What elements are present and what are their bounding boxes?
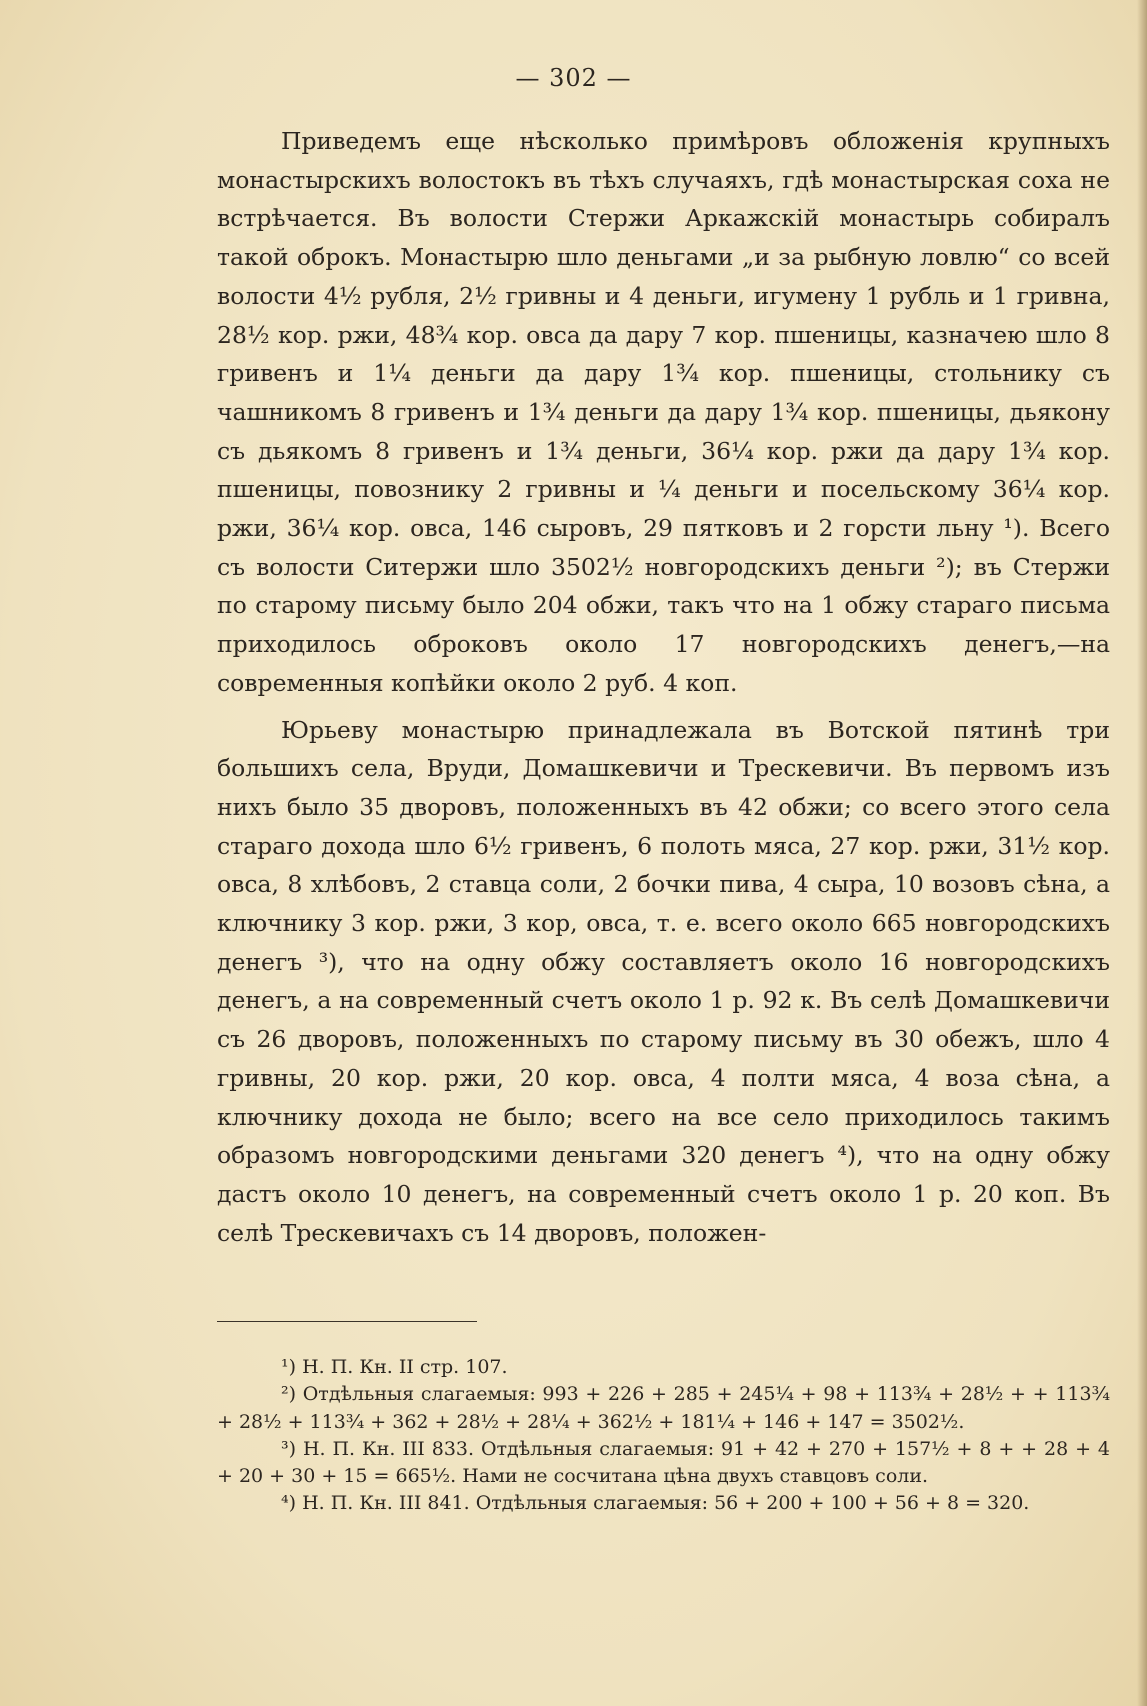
paragraph: Приведемъ еще нѣсколько примѣровъ обложенія крупныхъ монастырскихъ волостокъ въ тѣхъ случаяхъ, гдѣ монастырская соха не встрѣчается. Въ волости Стержи Аркажскій монастырь собиралъ такой оброкъ. Монастырю шло деньгами „и за рыбную ловлю“ со всей волости 4½ рубля, 2½ гривны и 4 деньги, игумену 1 рубль и 1 гривна, 28½ кор. ржи, 48¾ кор. овса да дару 7 кор. пшеницы, казначею шло 8 гривенъ и 1¼ деньги да дару 1¾ кор. пшеницы, стольнику съ чашникомъ 8 гривенъ и 1¾ деньги да дару 1¾ кор. пшеницы, дьякону съ дьякомъ 8 гривенъ и 1¾ деньги, 36¼ кор. ржи да дару 1¾ кор. пшеницы, повознику 2 гривны и ¼ деньги и посельскому 36¼ кор. ржи, 36¼ кор. овса, 146 сыровъ, 29 пятковъ и 2 горсти льну ¹). Всего съ волости Ситержи шло 3502½ новгородскихъ деньги ²); въ Стержи по старому письму было 204 обжи, такъ что на 1 обжу стараго письма приходилось оброковъ около 17 новгородскихъ денегъ,—на современныя копѣйки около 2 руб. 4 коп. [217, 127, 1110, 697]
footnotes [217, 1354, 1110, 1518]
footnote: ¹) Н. П. Кн. II стр. 107. [281, 1356, 508, 1378]
paragraph: Юрьеву монастырю принадлежала въ Вотской пятинѣ три большихъ села, Вруди, Домашкевичи и Трескевичи. Въ первомъ изъ нихъ было 35 дворовъ, положенныхъ въ 42 обжи; со всего этого села стараго дохода шло 6½ гривенъ, 6 полоть мяса, 27 кор. ржи, 31½ кор. овса, 8 хлѣбовъ, 2 ставца соли, 2 бочки пива, 4 сыра, 10 возовъ сѣна, а ключнику 3 кор. ржи, 3 кор, овса, т. е. всего около 665 новгородскихъ денегъ ³), что на одну обжу составляетъ около 16 новгородскихъ денегъ, а на современный счетъ около 1 р. 92 к. Въ селѣ Домашкевичи съ 26 дворовъ, положенныхъ по старому письму въ 30 обежъ, шло 4 гривны, 20 кор. ржи, 20 кор. овса, 4 полти мяса, 4 воза сѣна, а ключнику дохода не было; всего на все село приходилось такимъ образомъ новгородскими деньгами 320 денегъ ⁴), что на одну обжу дастъ около 10 денегъ, на современный счетъ около 1 р. 20 коп. Въ селѣ Трескевичахъ съ 14 дворовъ, положен- [217, 715, 1110, 1247]
main-text [217, 122, 1110, 1252]
footnote: ³) Н. П. Кн. III 833. Отдѣльныя слагаемыя: 91 + 42 + 270 + 157½ + 8 + + 28 + 4 + 20 + 30 + 15 = 665½. Нами не сосчитана цѣна двухъ ставцовъ соли. [217, 1437, 1110, 1488]
page-edge-shadow [1137, 0, 1147, 1706]
footnote-divider [217, 1321, 477, 1322]
page-number: — 302 — [515, 64, 632, 92]
footnote: ²) Отдѣльныя слагаемыя: 993 + 226 + 285 + 245¼ + 98 + 113¾ + 28½ + + 113¾ + 28½ + 113¾ + 362 + 28½ + 28¼ + 362½ + 181¼ + 146 + 147 = 3502½. [217, 1383, 1110, 1433]
footnote: ⁴) Н. П. Кн. III 841. Отдѣльныя слагаемыя: 56 + 200 + 100 + 56 + 8 = 320. [281, 1492, 1030, 1515]
